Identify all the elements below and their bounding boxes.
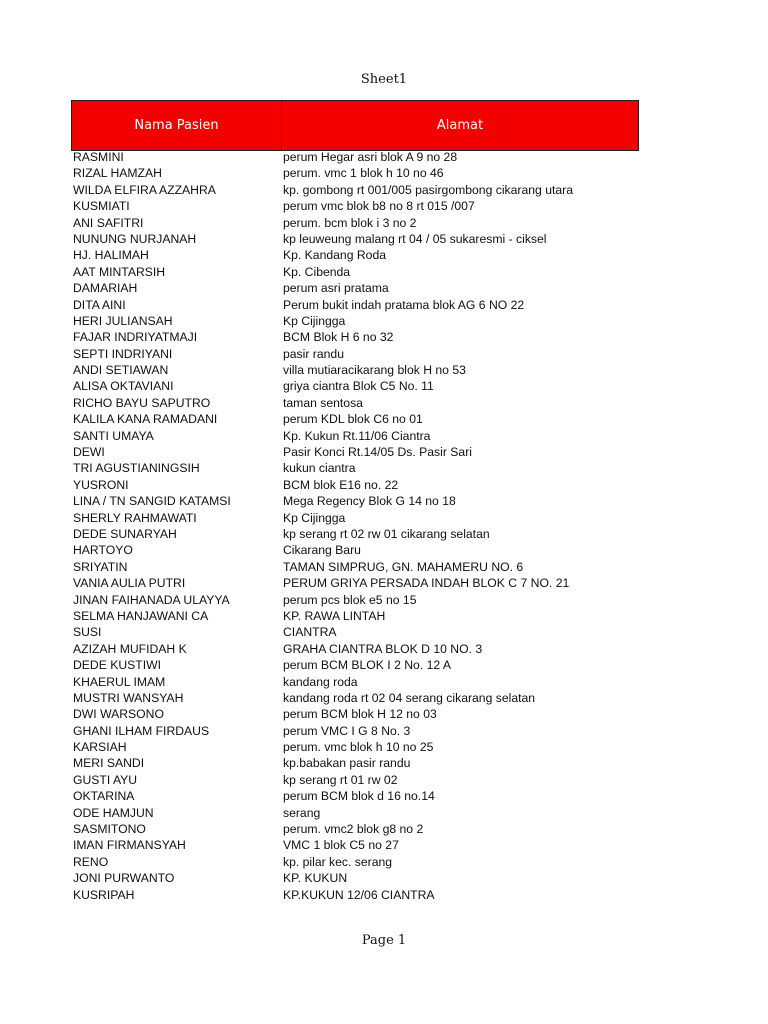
patient-name: DAMARIAH: [73, 281, 138, 296]
table-row: [73, 247, 653, 263]
patient-address: KP. KUKUN: [283, 871, 348, 886]
patient-name: WILDA ELFIRA AZZAHRA: [73, 182, 216, 197]
patient-name: SASMITONO: [73, 822, 146, 837]
patient-name: DITA AINI: [73, 297, 126, 312]
patient-name: MERI SANDI: [73, 756, 145, 771]
patient-address: villa mutiaracikarang blok H no 53: [283, 363, 466, 378]
table-row: [73, 706, 653, 722]
patient-address: Pasir Konci Rt.14/05 Ds. Pasir Sari: [283, 445, 472, 460]
patient-name: KALILA KANA RAMADANI: [73, 412, 218, 427]
patient-name: KUSMIATI: [73, 199, 130, 214]
patient-address: Mega Regency Blok G 14 no 18: [283, 494, 456, 509]
patient-address: BCM blok E16 no. 22: [283, 477, 399, 492]
patient-name: JONI PURWANTO: [73, 871, 175, 886]
patient-name: GHANI ILHAM FIRDAUS: [73, 723, 210, 738]
patient-name: ALISA OKTAVIANI: [73, 379, 174, 394]
patient-address: perum. bcm blok i 3 no 2: [283, 215, 417, 230]
patient-address: perum Hegar asri blok A 9 no 28: [283, 150, 458, 164]
patient-name: KHAERUL IMAM: [73, 674, 166, 689]
patient-name: RENO: [73, 854, 109, 869]
patient-address: perum VMC I G 8 No. 3: [283, 723, 411, 738]
patient-address: perum. vmc2 blok g8 no 2: [283, 822, 424, 837]
patient-name: IMAN FIRMANSYAH: [73, 838, 186, 853]
patient-address: perum BCM blok d 16 no.14: [283, 789, 435, 804]
patient-name: JINAN FAIHANADA ULAYYA: [73, 592, 230, 607]
patient-name: NUNUNG NURJANAH: [73, 231, 197, 246]
patient-address: perum vmc blok b8 no 8 rt 015 /007: [283, 199, 475, 214]
patient-address: perum KDL blok C6 no 01: [283, 412, 423, 427]
patient-address: perum. vmc blok h 10 no 25: [283, 740, 434, 755]
patient-name: OKTARINA: [73, 789, 135, 804]
patient-name: RASMINI: [73, 150, 124, 164]
patient-name: DWI WARSONO: [73, 707, 164, 722]
patient-address: perum BCM blok H 12 no 03: [283, 707, 437, 722]
patient-name: RIZAL HAMZAH: [73, 166, 162, 181]
patient-name: KUSRIPAH: [73, 887, 135, 902]
patient-address: KP. RAWA LINTAH: [283, 608, 386, 623]
patient-address: KP.KUKUN 12/06 CIANTRA: [283, 887, 435, 902]
table-row: [73, 608, 653, 624]
table-row: [73, 395, 653, 411]
table-row: [73, 493, 653, 509]
patient-address: taman sentosa: [283, 395, 363, 410]
patient-name: ANDI SETIAWAN: [73, 363, 169, 378]
patient-address: Kp Cijingga: [283, 510, 346, 525]
patient-name: DEDE KUSTIWI: [73, 658, 162, 673]
table-row: [73, 280, 653, 296]
patient-address: serang: [283, 805, 321, 820]
patient-name: HARTOYO: [73, 543, 133, 558]
patient-address: VMC 1 blok C5 no 27: [283, 838, 399, 853]
table-row: [73, 428, 653, 444]
sheet-title: Sheet1: [360, 72, 408, 87]
table-row: [73, 592, 653, 608]
patient-name: FAJAR INDRIYATMAJI: [73, 330, 198, 345]
patient-address: kp serang rt 02 rw 01 cikarang selatan: [283, 526, 490, 541]
patient-name: TRI AGUSTIANINGSIH: [73, 461, 200, 476]
table-row: [73, 313, 653, 329]
table-row: [73, 411, 653, 427]
patient-address: griya ciantra Blok C5 No. 11: [283, 379, 434, 394]
patient-name: RICHO BAYU SAPUTRO: [73, 395, 211, 410]
patient-name: SANTI UMAYA: [73, 428, 154, 443]
patient-name: GUSTI AYU: [73, 772, 138, 787]
patient-name: ODE HAMJUN: [73, 805, 154, 820]
patient-name: HJ. HALIMAH: [73, 248, 149, 263]
patient-table-body: [73, 149, 653, 903]
table-row: [73, 149, 653, 165]
patient-name: LINA / TN SANGID KATAMSI: [73, 494, 231, 509]
table-header: [71, 100, 639, 151]
table-row: [73, 477, 653, 493]
table-row: [73, 559, 653, 575]
table-row: [73, 690, 653, 706]
patient-address: PERUM GRIYA PERSADA INDAH BLOK C 7 NO. 21: [283, 576, 570, 591]
table-row: [73, 346, 653, 362]
patient-address: kp. gombong rt 001/005 pasirgombong cikarang utara: [283, 182, 573, 197]
table-row: [73, 215, 653, 231]
table-row: [73, 821, 653, 837]
patient-address: TAMAN SIMPRUG, GN. MAHAMERU NO. 6: [283, 559, 524, 574]
table-row: [73, 641, 653, 657]
patient-address: perum BCM BLOK I 2 No. 12 A: [283, 658, 451, 673]
table-row: [73, 805, 653, 821]
patient-name: SELMA HANJAWANI CA: [73, 608, 209, 623]
patient-address: kp leuweung malang rt 04 / 05 sukaresmi - ciksel: [283, 231, 547, 246]
table-row: [73, 772, 653, 788]
patient-name: AAT MINTARSIH: [73, 264, 166, 279]
table-row: [73, 887, 653, 903]
table-row: [73, 723, 653, 739]
patient-name: SEPTI INDRIYANI: [73, 346, 173, 361]
patient-address: kandang roda: [283, 674, 358, 689]
table-row: [73, 362, 653, 378]
patient-address: pasir randu: [283, 346, 344, 361]
patient-name: SRIYATIN: [73, 559, 128, 574]
patient-address: BCM Blok H 6 no 32: [283, 330, 394, 345]
patient-name: SHERLY RAHMAWATI: [73, 510, 197, 525]
patient-name: DEDE SUNARYAH: [73, 526, 177, 541]
patient-address: Perum bukit indah pratama blok AG 6 NO 22: [283, 297, 525, 312]
patient-address: Kp. Cibenda: [283, 264, 351, 279]
table-row: [73, 444, 653, 460]
patient-name: DEWI: [73, 445, 105, 460]
patient-address: perum pcs blok e5 no 15: [283, 592, 417, 607]
patient-name: MUSTRI WANSYAH: [73, 690, 184, 705]
patient-address: perum. vmc 1 blok h 10 no 46: [283, 166, 444, 181]
table-row: [73, 854, 653, 870]
patient-address: Kp. Kukun Rt.11/06 Ciantra: [283, 428, 431, 443]
patient-address: CIANTRA: [283, 625, 337, 640]
patient-address: kp. pilar kec. serang: [283, 854, 393, 869]
patient-name: KARSIAH: [73, 740, 127, 755]
patient-address: Kp. Kandang Roda: [283, 248, 386, 263]
column-header-nama-pasien: Nama Pasien: [72, 101, 282, 150]
patient-name: VANIA AULIA PUTRI: [73, 576, 186, 591]
table-row: [73, 739, 653, 755]
table-row: [73, 165, 653, 181]
patient-address: GRAHA CIANTRA BLOK D 10 NO. 3: [283, 641, 483, 656]
table-row: [73, 198, 653, 214]
patient-address: kukun ciantra: [283, 461, 356, 476]
table-row: [73, 460, 653, 476]
table-row: [73, 657, 653, 673]
table-row: [73, 329, 653, 345]
patient-address: kp serang rt 01 rw 02: [283, 772, 398, 787]
patient-address: Kp Cijingga: [283, 313, 346, 328]
table-row: [73, 755, 653, 771]
patient-address: kandang roda rt 02 04 serang cikarang selatan: [283, 690, 536, 705]
patient-name: SUSI: [73, 625, 102, 640]
table-row: [73, 182, 653, 198]
table-row: [73, 526, 653, 542]
table-row: [73, 674, 653, 690]
patient-address: perum asri pratama: [283, 281, 389, 296]
column-header-alamat: Alamat: [436, 118, 484, 133]
table-row: [73, 575, 653, 591]
patient-name: AZIZAH MUFIDAH K: [73, 641, 187, 656]
table-row: [73, 378, 653, 394]
patient-name: YUSRONI: [73, 477, 129, 492]
table-row: [73, 837, 653, 853]
page-number: Page 1: [361, 933, 407, 948]
patient-address: Cikarang Baru: [283, 543, 361, 558]
patient-name: HERI JULIANSAH: [73, 313, 173, 328]
table-row: [73, 788, 653, 804]
table-row: [73, 870, 653, 886]
table-row: [73, 264, 653, 280]
table-row: [73, 510, 653, 526]
patient-address: kp.babakan pasir randu: [283, 756, 411, 771]
table-row: [73, 231, 653, 247]
table-row: [73, 542, 653, 558]
patient-name: ANI SAFITRI: [73, 215, 144, 230]
table-row: [73, 297, 653, 313]
table-row: [73, 624, 653, 640]
